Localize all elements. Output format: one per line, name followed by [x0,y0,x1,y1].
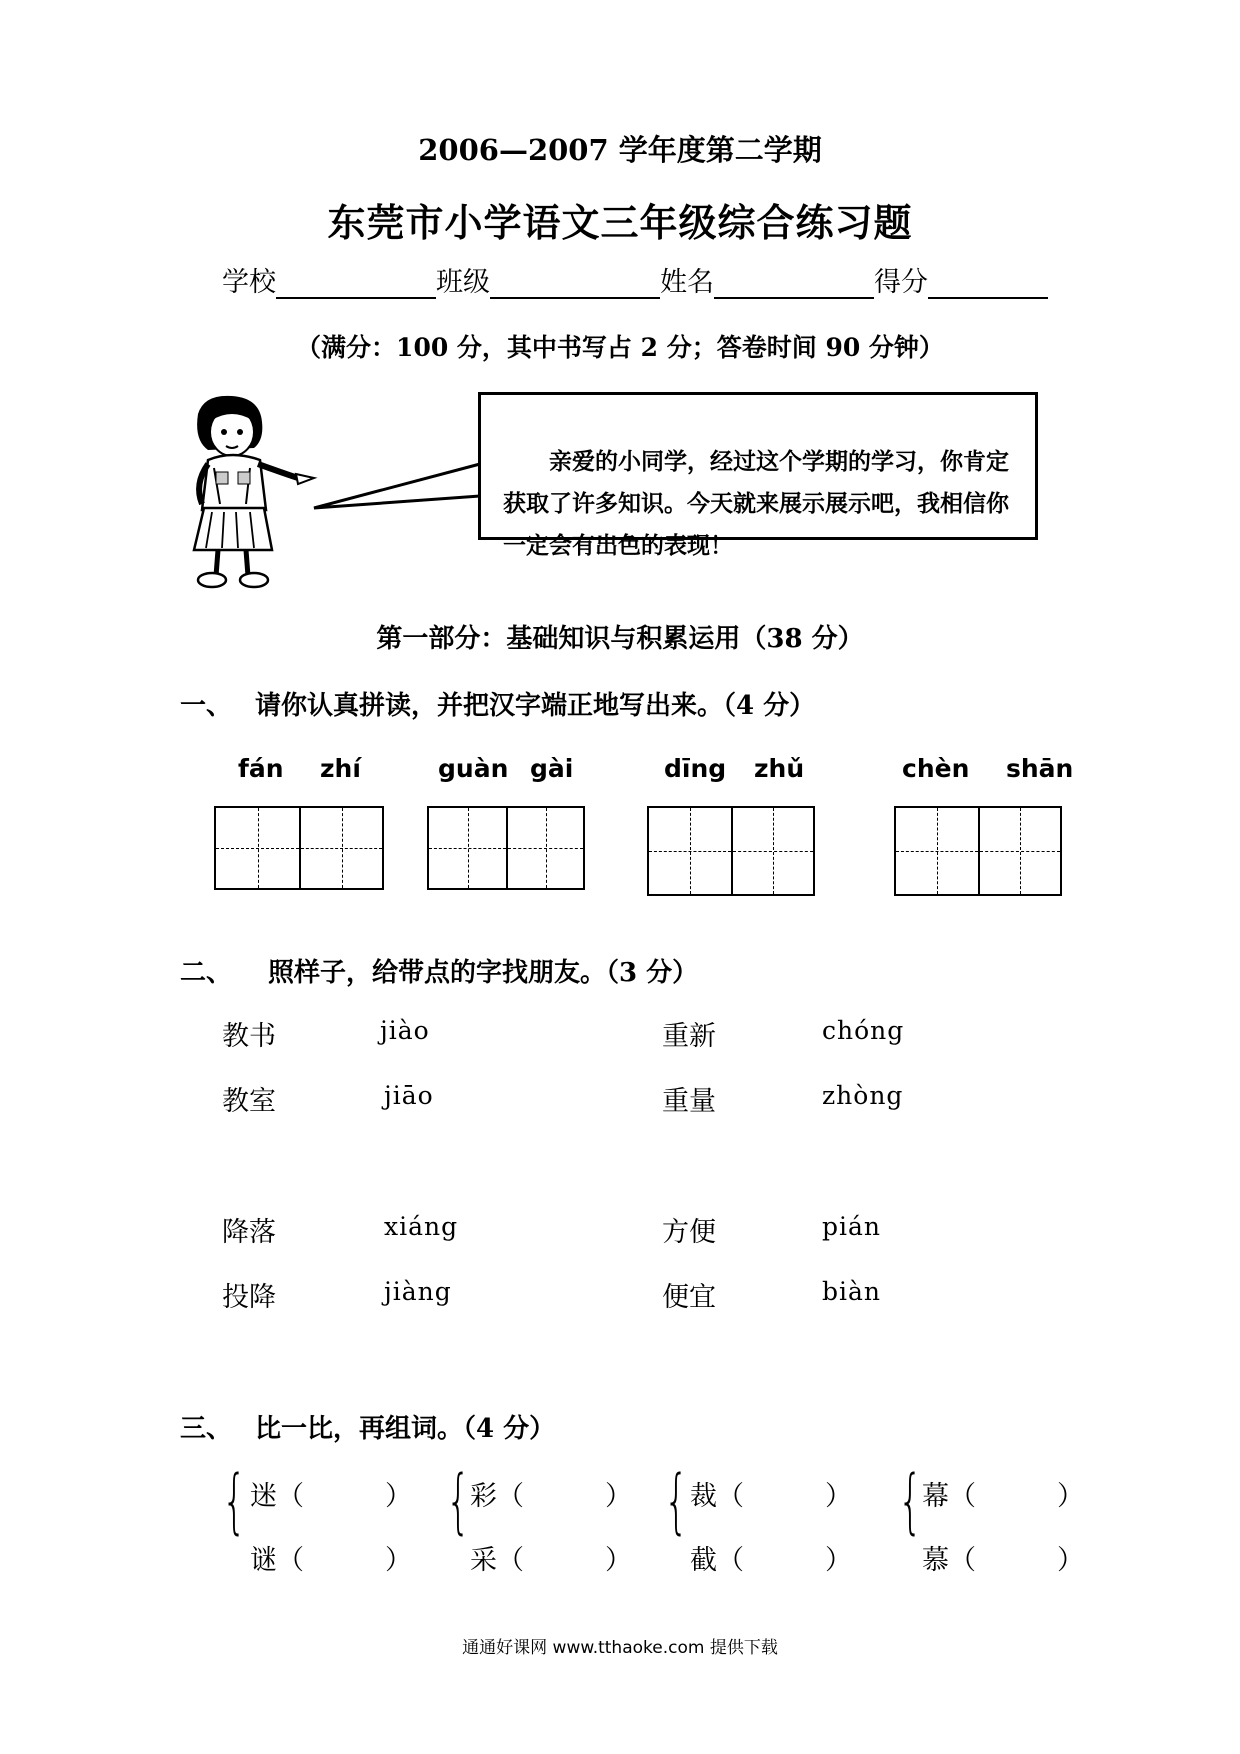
grid-cell[interactable] [731,808,813,894]
q3-number: 三、 [180,1414,233,1444]
grid-cell[interactable] [649,808,731,894]
compare-char[interactable]: 截（ ） [690,1545,852,1576]
bubble-tail [312,460,484,520]
grid-cell[interactable] [506,808,583,888]
grid-cell[interactable] [299,808,382,888]
compare-char[interactable]: 幕（ ） [922,1481,1084,1512]
word-pinyin: xiáng [384,1212,459,1241]
part1-title: 第一部分：基础知识与积累运用（38 分） [376,624,864,654]
grid-cell[interactable] [896,808,978,894]
compare-char[interactable]: 谜（ ） [250,1545,412,1576]
speech-bubble [478,392,1038,559]
word: 重新 [662,1021,716,1052]
word-pinyin: zhòng [822,1081,904,1110]
brace-icon: { [446,1460,471,1542]
word: 教室 [222,1086,276,1117]
word-pinyin: chóng [822,1016,905,1045]
compare-char[interactable]: 慕（ ） [922,1545,1084,1576]
word-pinyin: pián [822,1212,882,1241]
pinyin: zhǔ [754,754,805,783]
name-label: 姓名 [660,267,714,298]
name-blank[interactable] [714,267,874,299]
word: 重量 [662,1086,716,1117]
page-title: 东莞市小学语文三年级综合练习题 [327,200,913,245]
q1-number: 一、 [180,691,233,721]
word: 投降 [222,1282,276,1313]
bubble-text: 亲爱的小同学，经过这个学期的学习，你肯定获取了许多知识。今天就来展示展示吧，我相信你一定会有出色的表现！ [503,449,1009,559]
exam-note: （满分：100 分，其中书写占 2 分；答卷时间 90 分钟） [296,333,944,362]
compare-char[interactable]: 彩（ ） [470,1481,632,1512]
student-info-row [222,260,1048,299]
word-pinyin: biàn [822,1277,882,1306]
page-footer: 通通好课网 www.tthaoke.com 提供下载 [462,1638,778,1658]
q2-number: 二、 [180,958,233,988]
pinyin: gài [530,754,574,783]
word-pinyin: jiàng [384,1277,452,1306]
word-pinyin: jiāo [384,1081,434,1110]
q1-text: 请你认真拼读，并把汉字端正地写出来。（4 分） [255,691,816,721]
q3-text: 比一比，再组词。（4 分） [255,1414,556,1444]
grid-cell[interactable] [978,808,1060,894]
pinyin: chèn [902,754,970,783]
writing-grid[interactable] [214,806,384,890]
compare-char[interactable]: 采（ ） [470,1545,632,1576]
compare-char[interactable]: 裁（ ） [690,1481,852,1512]
score-label: 得分 [874,267,928,298]
pinyin: zhí [320,754,361,783]
pinyin: fán [238,754,284,783]
score-blank[interactable] [928,267,1048,299]
word: 教书 [222,1021,276,1052]
brace-icon: { [222,1460,247,1542]
grid-cell[interactable] [216,808,299,888]
class-blank[interactable] [490,267,660,299]
word: 降落 [222,1217,276,1248]
term-title: 2006—2007 学年度第二学期 [418,133,822,167]
pinyin: shān [1006,754,1074,783]
pinyin: dīng [664,754,727,783]
pinyin: guàn [438,754,509,783]
school-blank[interactable] [276,267,436,299]
word: 便宜 [662,1282,716,1313]
grid-cell[interactable] [429,808,506,888]
girl-illustration [180,392,320,592]
brace-icon: { [898,1460,923,1542]
school-label: 学校 [222,267,276,298]
word-pinyin: jiào [380,1016,430,1045]
word: 方便 [662,1217,716,1248]
writing-grid[interactable] [647,806,815,896]
compare-char[interactable]: 迷（ ） [250,1481,412,1512]
class-label: 班级 [436,267,490,298]
writing-grid[interactable] [894,806,1062,896]
brace-icon: { [664,1460,689,1542]
q2-text: 照样子，给带点的字找朋友。（3 分） [268,958,699,988]
writing-grid[interactable] [427,806,585,890]
